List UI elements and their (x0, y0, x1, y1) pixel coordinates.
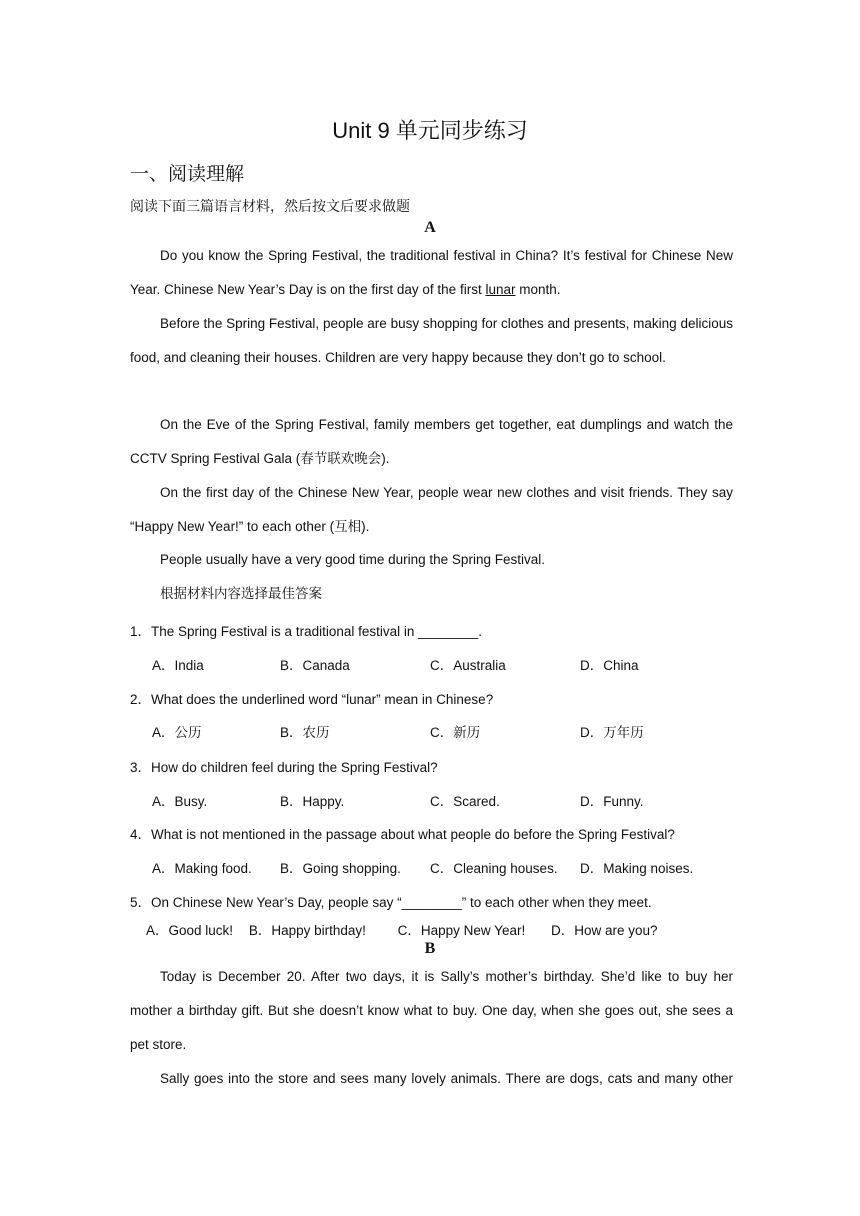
paragraph-text: Do you know the Spring Festival, the traditional festival in China? It’s festival for Chinese New Year. Chinese New Year’s Day is on the first day of the first (130, 248, 733, 297)
option-a[interactable]: A．Busy. (152, 794, 208, 809)
option-d[interactable]: D．万年历 (580, 725, 644, 740)
passage-a-label: A (424, 219, 436, 236)
passage-a-paragraph-1 (130, 239, 733, 307)
option-c[interactable]: C．Happy New Year! (397, 923, 526, 938)
option-c[interactable]: C．新历 (430, 725, 481, 740)
option-c[interactable]: C．Scared. (430, 794, 500, 809)
option-a[interactable]: A．India (152, 658, 204, 673)
passage-b-paragraph-1: Today is December 20. After two days, it is Sally’s mother’s birthday. She’d like to buy her mother a birthday gift. But she doesn’t know what to buy. One day, when she goes out, she sees a pet store. (130, 969, 733, 1052)
option-b[interactable]: B．Canada (280, 658, 350, 673)
question-5-stem: 5．On Chinese New Year’s Day, people say “________” to each other when they meet. (130, 895, 652, 910)
question-5-options (146, 919, 670, 939)
option-c[interactable]: C．Australia (430, 658, 506, 673)
option-d[interactable]: D．How are you? (550, 923, 658, 938)
page-title: Unit 9 单元同步练习 (332, 118, 528, 143)
option-a[interactable]: A．Making food. (152, 861, 252, 876)
option-b[interactable]: B．农历 (280, 725, 330, 740)
option-c[interactable]: C．Cleaning houses. (430, 861, 558, 876)
instructions: 阅读下面三篇语言材料，然后按文后要求做题 (130, 199, 410, 215)
question-4-stem: 4．What is not mentioned in the passage about what people do before the Spring Festival? (130, 827, 675, 842)
passage-a-paragraph-5: People usually have a very good time during the Spring Festival. (160, 552, 545, 567)
passage-a-paragraph-3: On the Eve of the Spring Festival, family members get together, eat dumplings and watch the CCTV Spring Festival Gala (春节联欢晚会). (130, 417, 733, 466)
option-a[interactable]: A．Good luck! (146, 923, 234, 938)
question-2-stem: 2．What does the underlined word “lunar” mean in Chinese? (130, 692, 494, 707)
passage-b-paragraph-2: Sally goes into the store and sees many lovely animals. There are dogs, cats and many other (160, 1071, 733, 1086)
task-instruction: 根据材料内容选择最佳答案 (160, 586, 322, 601)
passage-a-paragraph-4: On the first day of the Chinese New Year, people wear new clothes and visit friends. They say “Happy New Year!” to each other (互相). (130, 485, 733, 534)
option-b[interactable]: B．Going shopping. (280, 861, 401, 876)
passage-b-label: B (424, 940, 436, 957)
option-b[interactable]: B．Happy. (280, 794, 345, 809)
option-d[interactable]: D．China (580, 658, 639, 673)
option-d[interactable]: D．Funny. (580, 794, 644, 809)
underlined-word: lunar (485, 282, 516, 297)
question-1-stem: 1．The Spring Festival is a traditional festival in ________. (130, 624, 482, 639)
question-3-stem: 3．How do children feel during the Spring Festival? (130, 760, 438, 775)
passage-a-paragraph-2: Before the Spring Festival, people are busy shopping for clothes and presents, making delicious food, and cleaning their houses. Children are very happy because they don’t go to school. (130, 316, 733, 365)
paragraph-text: month. (515, 282, 561, 297)
section-heading: 一、阅读理解 (130, 163, 245, 185)
option-a[interactable]: A．公历 (152, 725, 202, 740)
option-b[interactable]: B．Happy birthday! (248, 923, 366, 938)
option-d[interactable]: D．Making noises. (580, 861, 694, 876)
